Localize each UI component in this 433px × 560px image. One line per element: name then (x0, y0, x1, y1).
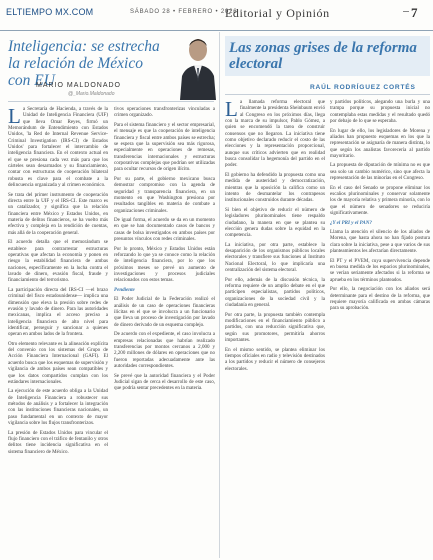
paragraph: La ejecución de este acuerdo obliga a la Unidad de Inteligencia Financiera a robustecer sus métodos de análisis y a fortalecer la integración con las instituciones financieras nacionales, un paso fundamental en un contexto de mayor vigilancia sobre los flujos transfronterizos. (8, 388, 108, 427)
left-author-name: MARIO MALDONADO (36, 82, 122, 89)
site-logo[interactable]: ELTIEMPO MX.COM (6, 7, 94, 17)
paragraph: Si bien el objetivo de reducir el número de legisladores plurinominales tiene respaldo ciudadano, la manera en que se plantea su elección genera dudas sobre la equidad en la competencia. (225, 206, 325, 239)
page-number: 7 (411, 5, 418, 20)
paragraph: La participación directa del IRS-CI —el brazo criminal del fisco estadounidense— implica una dimensión que eleva la presión sobre redes de evasión y lavado de dinero. Para las autoridades mexicanas, implica el acceso preciso a inteligencia financiera de alto nivel para identificar, perseguir y sancionar a quienes operan en ambos lados de la frontera. (8, 286, 108, 338)
drop-cap: L (225, 99, 238, 121)
author-portrait (178, 32, 218, 100)
column-divider (219, 32, 220, 558)
paragraph: La presión de Estados Unidos para vincular el flujo financiero con el tráfico de fentanilo y otros delitos tiene incidencia significativa en el sistema financiero de México. (8, 429, 108, 455)
paragraph: Por ello, además de la discusión técnica, la reforma requiere de un amplio debate en el que participen especialistas, partidos políticos, organizaciones de la sociedad civil y la ciudadanía en general. (225, 276, 325, 309)
paragraph: En el caso del Senado se propone eliminar los escaños plurinominales y conservar solamente los de mayoría relativa y primera minoría, con lo que el número de senadores se reduciría significativamente. (330, 184, 430, 217)
paragraph: Para el sistema financiero y el sector empresarial, el mensaje es que la cooperación de inteligencia financiera y fiscal entre ambos países se estrecha; se espera que la supervisión sea más rigurosa, especialmente en operaciones de remesas, transferencias internacionales y estructuras corporativas complejas que podrían ser utilizadas para ocultar recursos de origen ilícito. (114, 121, 215, 173)
left-article-headline: Inteligencia: se estrecha la relación de México con EU (8, 38, 160, 89)
divider (225, 94, 430, 95)
section-title: Editorial y Opinión (225, 6, 330, 20)
paragraph: tivos operaciones transfronterizas vinculadas a crimen organizado. (114, 106, 215, 119)
right-article-column-2 (330, 99, 430, 558)
paragraph: Se trata del primer instrumento de cooperación directa entre la UIF y el IRS-CI. Este marco es un catalizador, y significa que la relación financiera entre México y Estados Unidos, en materia de delitos financieros, se ha vuelto más efectiva y compleja en la rendición de cuentas, más allá de la cooperación general. (8, 191, 108, 236)
paragraph: La propuesta de diputación de mínima no es que sea solo un cambio numérico, sino que afecta la representación de las minorías en el Congreso. (330, 162, 430, 182)
paragraph: a Secretaría de Hacienda, a través de la Unidad de Inteligencia Financiera (UIF) que lleva Omar Reyes, firmó un Memorándum de Entendimiento con Estados Unidos, 'la Red de Internal Revenue Service-Criminal Investigation (IRS-CI) de Estados Unidos' para fortalecer el intercambio de inteligencia financiera. En el contexto actual en el que se presiona cada vez más para que los cárteles sean desarmados y su financiamiento, contar con estructuras de cooperación bilateral robusta es clave para el combate a la delincuencia organizada y al crimen económico. (8, 106, 108, 189)
left-article-column-2 (114, 106, 215, 558)
subheading: Pendiente (114, 286, 135, 293)
right-author-name: RAÚL RODRÍGUEZ CORTÉS (310, 84, 416, 91)
paragraph: De igual forma, el acuerdo se da en un momento en que se han documentado casos de bancos y casas de bolsa investigados en ambos países por presuntos vínculos con redes criminales. (114, 217, 215, 243)
paragraph: La iniciativa, por otra parte, establece la desaparición de los organismos públicos locales electorales y transfiere sus funciones al Instituto Nacional Electoral, lo que implicaría una centralización del sistema electoral. (225, 241, 325, 274)
paragraph: En el mismo sentido, se plantea eliminar los tiempos oficiales en radio y televisión destinados a los partidos y reducir el número de consejeros electorales. (225, 346, 325, 372)
divider (8, 101, 214, 102)
right-article-headline: Las zonas grises de la reforma electoral (229, 40, 417, 72)
paragraph: Llama la atención el silencio de los aliados de Morena, que hasta ahora no han fijado postura clara sobre la iniciativa, pese a que varios de sus planteamientos les afectarían directamente. (330, 229, 430, 255)
paragraph: y partidos políticos, alegando una burla y una trampa porque su propuesta inicial no contemplaba estas medidas y el resultado quedó por debajo de lo que se esperaba. (330, 99, 430, 125)
subheading: ¿Y el PRI y el PAN? (330, 219, 372, 226)
paragraph: Otro elemento relevante es la alineación explícita del convenio con los sistemas del Grupo de Acción Financiera Internacional (GAFI). El acuerdo busca que los esquemas de supervisión y vigilancia de ambos países sean compatibles y que los datos compartidos cumplan con los estándares internacionales. (8, 340, 108, 385)
paragraph: Por su parte, el gobierno mexicano busca demostrar compromiso con la agenda de seguridad y transparencia financiera, en un momento en que Washington presiona por resultados tangibles en materia de combate a organizaciones criminales. (114, 175, 215, 214)
paragraph: a llamada reforma electoral que finalmente la presidenta Sheinbaum envió al Congreso en los próximos días, llega con la marca de su impulsor, Pablo Gómez, a quien se encomendó la tarea de construir consensos que no llegaron. La iniciativa tiene como objetivo declarado reducir el costo de las elecciones y la representación proporcional, aunque sus críticos advierten que en realidad busca consolidar la hegemonía del partido en el poder. (225, 99, 325, 169)
masthead (0, 0, 433, 31)
paragraph: El PT y el PVEM, cuya supervivencia depende en buena medida de los espacios plurinominales, se verían seriamente afectados si la reforma se aprueba en los términos planteados. (330, 257, 430, 283)
paragraph: Se prevé que la autoridad financiera y el Poder Judicial sigan de cerca el desarrollo de este caso, que podría sentar precedentes en la materia. (114, 372, 215, 392)
right-article-column-1 (225, 99, 325, 558)
paragraph: Por otra parte, la propuesta también contempla modificaciones en el financiamiento público a partidos, con una reducción significativa que, según sus promotores, permitiría ahorros importantes. (225, 311, 325, 343)
paragraph: El gobierno ha defendido la propuesta como una medida de austeridad y democratización, mientras que la oposición la califica como un intento de desmantelar los contrapesos institucionales construidos durante décadas. (225, 171, 325, 204)
divider-tick (403, 11, 409, 12)
drop-cap: L (8, 106, 21, 128)
paragraph: De acuerdo con el expediente, el caso involucra a empresas relacionadas que habrían realizado transferencias por montos cercanos a 2,000 y 2,200 millones de dólares en operaciones que no fueron reportadas adecuadamente ante las autoridades correspondientes. (114, 331, 215, 370)
left-author-handle[interactable]: @_Mario.Maldonado (68, 91, 115, 97)
left-article-column-1 (8, 106, 108, 558)
issue-date: SÁBADO 28 • FEBRERO • 2026 (130, 9, 238, 15)
paragraph: Por lo pronto, México y Estados Unidos están reforzando lo que ya se conoce como la relación de inteligencia financiera, por lo que los próximos meses se prevé un aumento de investigaciones y procesos judiciales relacionados con estos temas. (114, 245, 215, 284)
paragraph: En lugar de ello, los legisladores de Morena y aliados han propuesto esquemas en los que la representación se asignaría de manera distinta, lo que según los analistas favorecería al partido mayoritario. (330, 127, 430, 159)
paragraph: El acuerdo detalla que el memorándum se establece para contrarrestar estructuras operativas que afectan la economía y ponen en riesgo la estabilidad financiera de ambas naciones, específicamente en la lucha contra el lavado de dinero, evasión fiscal, fraude y financiamiento del terrorismo. (8, 239, 108, 284)
paragraph: El Poder Judicial de la Federación realizó el análisis de un caso de operaciones financieras ilícitas en el que se involucra a un funcionario que lleva un proceso de investigación por lavado de dinero derivado de un esquema complejo. (114, 296, 215, 328)
paragraph: Por ello, la negociación con los aliados será determinante para el destino de la reforma, que requiere mayoría calificada en ambas cámaras para su aprobación. (330, 286, 430, 312)
